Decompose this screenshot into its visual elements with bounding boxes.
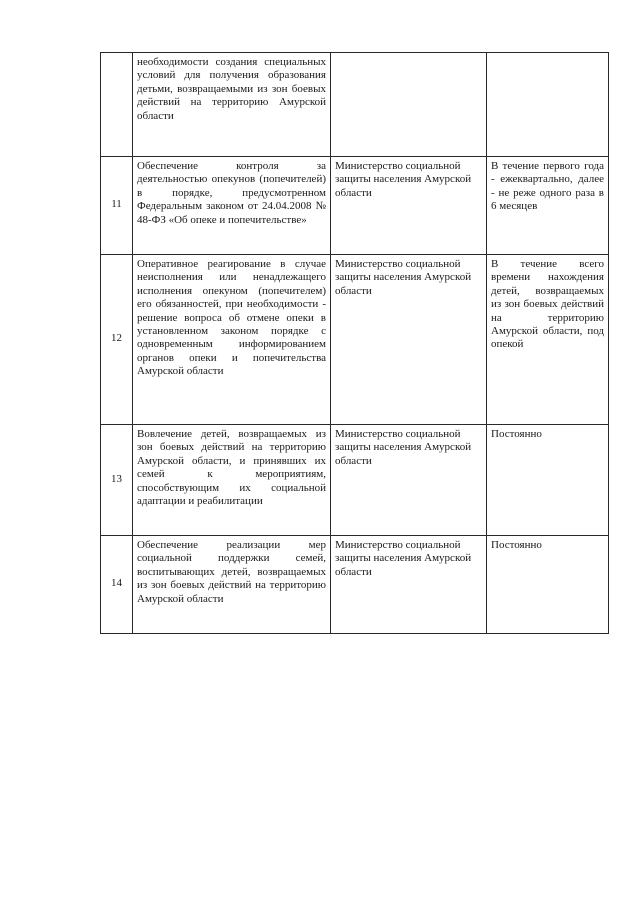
measure-text: Обеспечение реализации мер социальной поддержки семей, воспитывающих детей, возвращаемых из зон боевых действий на территорию Амурской области (133, 536, 331, 634)
executor-text: Министерство социальной защиты населения Амурской области (331, 425, 487, 536)
executor-text (331, 53, 487, 157)
term-text: В течение всего времени нахождения детей, возвращаемых из зон боевых действий на территорию Амурской области, под опекой (487, 255, 609, 425)
executor-text: Министерство социальной защиты населения Амурской области (331, 255, 487, 425)
row-number (101, 53, 133, 157)
executor-text: Министерство социальной защиты населения Амурской области (331, 536, 487, 634)
term-text (487, 53, 609, 157)
table-row (101, 53, 609, 157)
term-text: В течение первого года - ежеквартально, далее - не реже одного раза в 6 месяцев (487, 157, 609, 255)
table-row (101, 157, 609, 255)
row-number: 14 (101, 536, 133, 634)
table-row (101, 425, 609, 536)
row-number: 13 (101, 425, 133, 536)
measure-text: Оперативное реагирование в случае неисполнения или ненадлежащего исполнения опекуном (попечителем) его обязанностей, при необходимости - решение вопроса об отмене опеки в установленном законом порядке с одновременным информированием органов опеки и попечительства Амурской области (133, 255, 331, 425)
measure-text: необходимости создания специальных условий для получения образования детьми, возвращаемыми из зон боевых действий на территорию Амурской области (133, 53, 331, 157)
row-number: 11 (101, 157, 133, 255)
table-row (101, 536, 609, 634)
measures-table (100, 52, 609, 634)
term-text: Постоянно (487, 536, 609, 634)
measure-text: Обеспечение контроля за деятельностью опекунов (попечителей) в порядке, предусмотренном Федеральным законом от 24.04.2008 № 48-ФЗ «Об опеке и попечительстве» (133, 157, 331, 255)
executor-text: Министерство социальной защиты населения Амурской области (331, 157, 487, 255)
term-text: Постоянно (487, 425, 609, 536)
row-number: 12 (101, 255, 133, 425)
table-row (101, 255, 609, 425)
measure-text: Вовлечение детей, возвращаемых из зон боевых действий на территорию Амурской области, и принявших их семей к мероприятиям, способствующим их социальной адаптации и реабилитации (133, 425, 331, 536)
